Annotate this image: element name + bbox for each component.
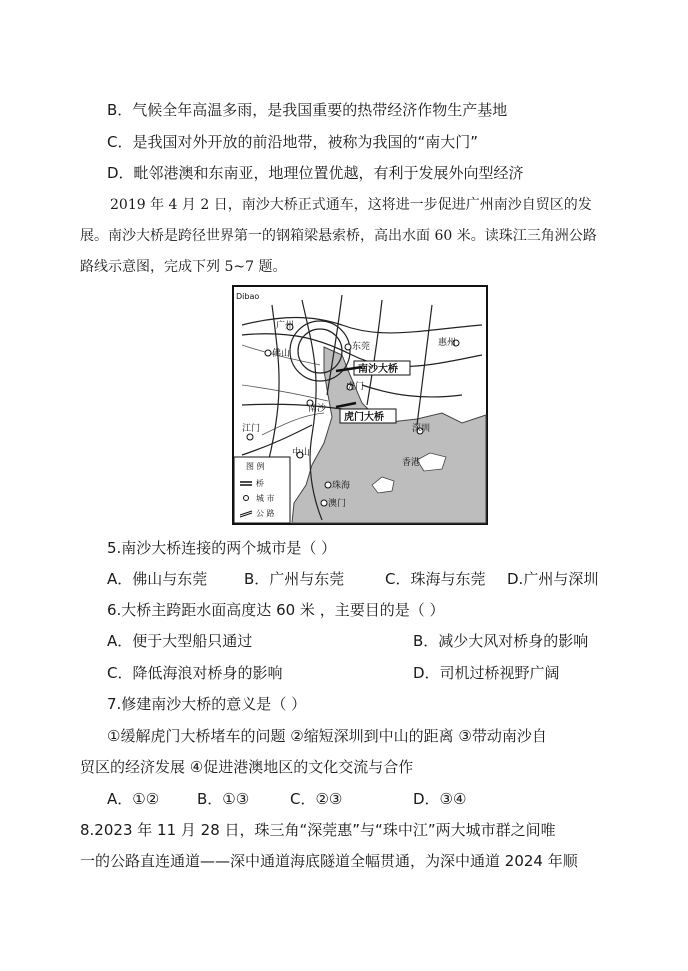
bridge-humen-label: 虎门大桥 [344,412,384,423]
option-c-prev: C．是我国对外开放的前沿地带，被称为我国的“南大门” [107,133,479,151]
q8-line2: 一的公路直连通道——深中通道海底隧道全幅贯通，为深中通道 2024 年顺 [80,852,578,870]
pearl-river-delta-map [232,285,488,525]
q6-options-row1 [107,631,627,651]
q5-option-d[interactable]: D.广州与深圳 [507,570,599,588]
city-dongguan: 东莞 [352,342,371,352]
q6-stem: 6.大桥主跨距水面高度达 60 米 ，主要目的是（ ） [107,601,445,619]
q5-option-a[interactable]: A．佛山与东莞 [107,570,208,588]
q6-option-b[interactable]: B．减少大风对桥身的影响 [413,632,589,650]
legend-city: 城 市 [256,494,275,503]
q7-option-c[interactable]: C．②③ [290,790,343,808]
q7-options [107,789,627,809]
map-legend [234,457,290,523]
q5-options [107,569,627,589]
q5-stem: 5.南沙大桥连接的两个城市是（ ） [107,539,337,557]
q7-statements-line1: ①缓解虎门大桥堵车的问题 ②缩短深圳到中山的距离 ③带动南沙自 [107,727,547,745]
city-macau: 澳门 [328,499,347,509]
option-d-prev: D．毗邻港澳和东南亚，地理位置优越，有利于发展外向型经济 [107,164,524,182]
city-zhuhai: 珠海 [332,481,351,491]
q6-options-row2 [107,663,627,683]
q6-option-c[interactable]: C．降低海浪对桥身的影响 [107,664,283,682]
q6-option-a[interactable]: A．便于大型船只通过 [107,632,253,650]
q6-option-d[interactable]: D．司机过桥视野广阔 [413,664,560,682]
legend-road: 公 路 [256,509,275,518]
q7-option-d[interactable]: D．③④ [413,790,467,808]
city-zhongshan: 中山 [292,448,311,458]
legend-bridge: 桥 [256,479,264,488]
q7-statements-line2: 贸区的经济发展 ④促进港澳地区的文化交流与合作 [80,758,414,776]
passage-text: 2019 年 4 月 2 日，南沙大桥正式通车，这将进一步促进广州南沙自贸区的发展。南沙大桥是跨径世界第一的钢箱梁悬索桥，高出水面 60 米。读珠江三角洲公路路线示意图，完成下列 5~7 题。 [80,197,597,275]
q5-option-b[interactable]: B．广州与东莞 [244,570,345,588]
q7-stem: 7.修建南沙大桥的意义是（ ） [107,695,307,713]
city-jiangmen: 江门 [242,424,261,434]
city-guangzhou: 广州 [276,321,295,331]
city-huizhou: 惠州 [438,338,457,348]
map-watermark: Dibao [236,292,260,301]
q5-option-c[interactable]: C．珠海与东莞 [385,570,486,588]
city-shenzhen: 深圳 [412,424,431,434]
city-hongkong: 香港 [402,458,421,468]
city-humen: 虎门 [346,382,365,392]
option-b-prev: B．气候全年高温多雨，是我国重要的热带经济作物生产基地 [107,101,508,119]
city-foshan: 佛山 [272,349,291,359]
q8-line1: 8.2023 年 11 月 28 日，珠三角“深莞惠”与“珠中江”两大城市群之间唯 [80,821,556,839]
q7-option-a[interactable]: A．①② [107,790,160,808]
legend-title: 图 例 [246,462,265,471]
q7-option-b[interactable]: B．①③ [197,790,250,808]
city-nansha: 南沙 [308,404,327,414]
bridge-nansha-label: 南沙大桥 [358,364,398,375]
